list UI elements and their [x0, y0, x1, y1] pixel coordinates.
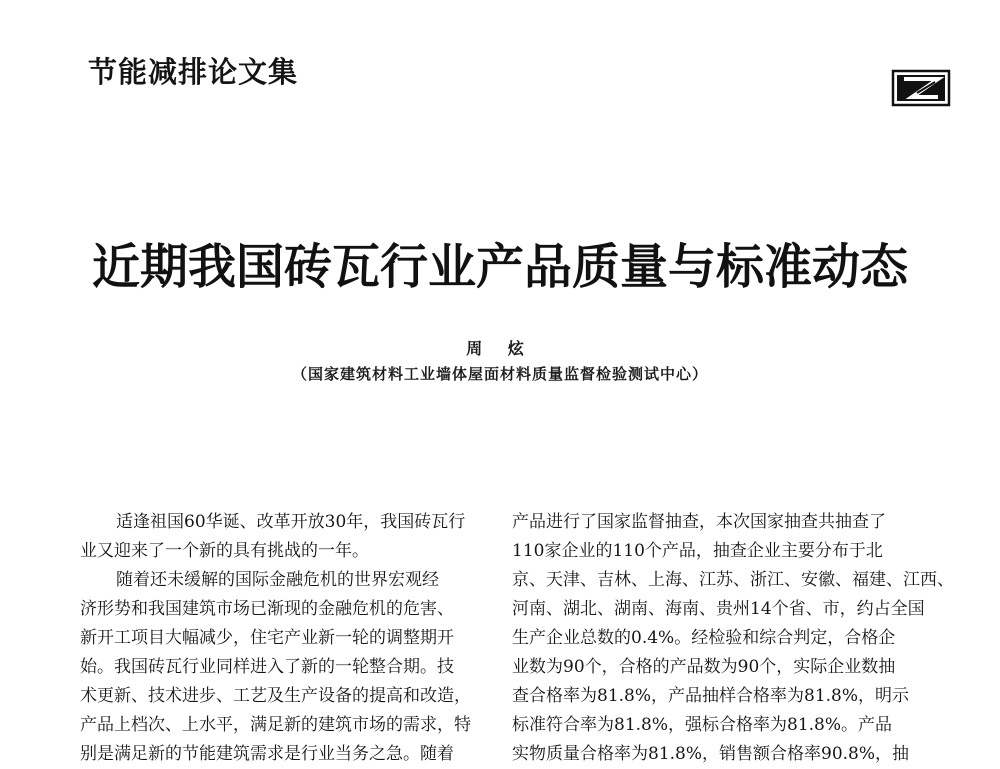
- body-line: 河南、湖北、湖南、海南、贵州14个省、市，约占全国: [512, 599, 925, 619]
- journal-logo: [892, 70, 950, 106]
- body-line: 查合格率为81.8%，产品抽样合格率为81.8%，明示: [512, 686, 910, 706]
- body-line: 业数为90个，合格的产品数为90个，实际企业数抽: [512, 657, 896, 677]
- body-line: 济形势和我国建筑市场已渐现的金融危机的危害、: [80, 599, 454, 619]
- body-line: 别是满足新的节能建筑需求是行业当务之急。随着: [80, 744, 454, 764]
- author-name: 周 炫: [466, 339, 534, 358]
- author-affiliation: （国家建筑材料工业墙体屋面材料质量监督检验测试中心）: [291, 365, 708, 383]
- body-line: 术更新、技术进步、工艺及生产设备的提高和改造，: [80, 686, 471, 706]
- body-line: 产品上档次、上水平，满足新的建筑市场的需求，特: [80, 715, 471, 735]
- body-line: 110家企业的110个产品，抽查企业主要分布于北: [512, 541, 883, 561]
- article-title: 近期我国砖瓦行业产品质量与标准动态: [91, 239, 908, 295]
- body-line: 新开工项目大幅减少，住宅产业新一轮的调整期开: [80, 628, 454, 648]
- body-line: 始。我国砖瓦行业同样进入了新的一轮整合期。技: [80, 657, 454, 677]
- body-line: 业又迎来了一个新的具有挑战的一年。: [80, 541, 369, 561]
- body-column-right: [512, 508, 954, 769]
- body-line: 标准符合率为81.8%，强标合格率为81.8%。产品: [512, 715, 893, 735]
- body-line: 京、天津、吉林、上海、江苏、浙江、安徽、福建、江西、: [512, 570, 954, 590]
- body-line: 生产企业总数的0.4%。经检验和综合判定，合格企: [512, 628, 896, 648]
- body-line: 实物质量合格率为81.8%，销售额合格率90.8%，抽: [512, 744, 910, 764]
- body-column-left: [80, 508, 488, 769]
- body-line: 随着还未缓解的国际金融危机的世界宏观经: [116, 570, 439, 590]
- body-line: 产品进行了国家监督抽查，本次国家抽查共抽查了: [512, 512, 886, 532]
- series-title: 节能减排论文集: [88, 55, 299, 89]
- body-line: 适逢祖国60华诞、改革开放30年，我国砖瓦行: [116, 512, 466, 532]
